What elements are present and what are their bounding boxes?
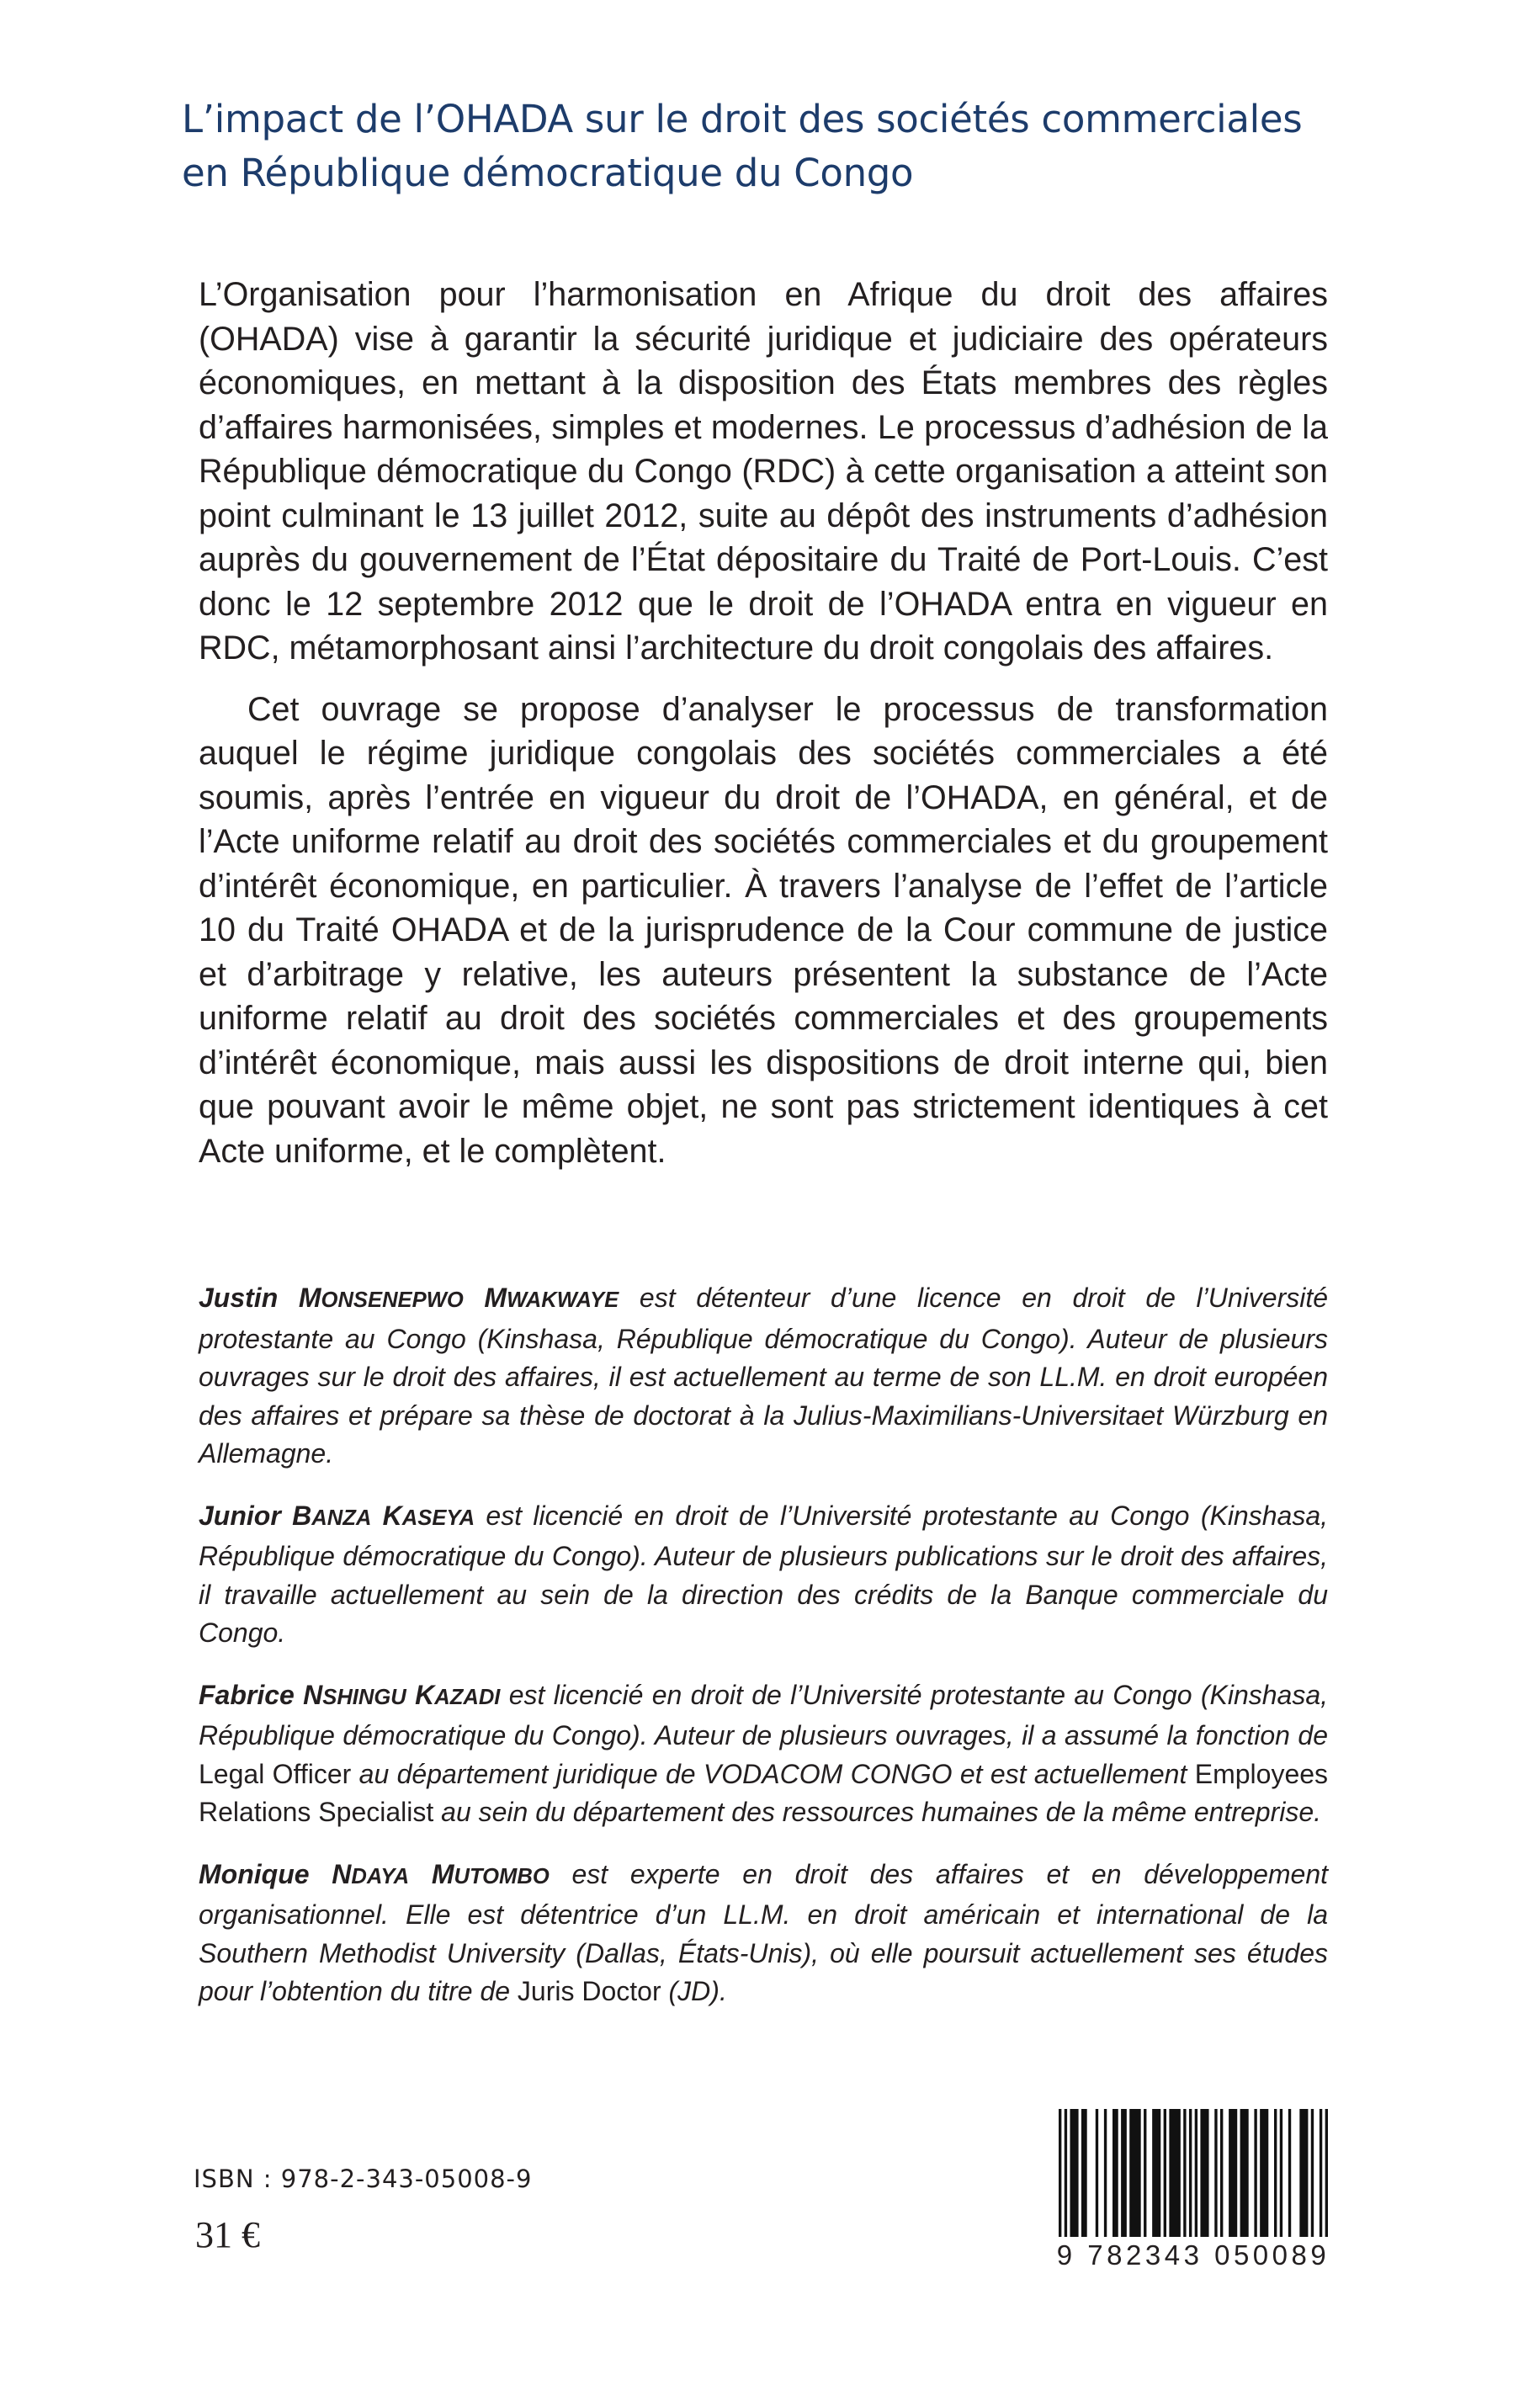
summary-paragraph-2: Cet ouvrage se propose d’analyser le processus de transformation auquel le régime juridique congolais des sociétés commerciales a été soumis, après l’entrée en vigueur du droit de l’OHADA, en général, et de l’Acte uniforme relatif au droit des sociétés commerciales et du groupement d’intérêt économique, en particulier. À travers l’analyse de l’effet de l’article 10 du Traité OHADA et de la jurisprudence de la Cour commune de justice et d’arbitrage y relative, les auteurs présentent la substance de l’Acte uniforme relatif au droit des sociétés commerciales et des groupements d’intérêt économique, mais aussi les dispositions de droit interne qui, bien que pouvant avoir le même objet, ne sont pas strictement identiques à cet Acte uniforme, et le complètent.	[199, 690, 1328, 1170]
book-title	[182, 93, 1377, 200]
barcode-bar	[1280, 2109, 1282, 2237]
barcode-bar	[1320, 2109, 1322, 2252]
author-name: Junior BANZA KASEYA	[199, 1500, 475, 1531]
barcode-bar	[1311, 2109, 1314, 2237]
barcode-bar	[1254, 2109, 1256, 2237]
barcode-bar	[1104, 2109, 1107, 2237]
author-name: Monique NDAYA MUTOMBO	[199, 1858, 550, 1889]
author-bio-text: est détenteur d’une licence en droit de l’Université protestante au Congo (Kinshasa, République démocratique du Congo). Auteur de plusieurs ouvrages sur le droit des affaires, il est actuellement au terme de son LL.M. en droit européen des affaires et prépare sa thèse de doctorat à la Julius-Maximilians-Universitaet Würzburg en Allemagne.	[199, 1283, 1329, 1469]
summary-paragraph-1: L’Organisation pour l’harmonisation en Afrique du droit des affaires (OHADA) vise à garantir la sécurité juridique et judiciaire des opérateurs économiques, en mettant à la disposition des États membres des règles d’affaires harmonisées, simples et modernes. Le processus d’adhésion de la République démocratique du Congo (RDC) à cette organisation a atteint son point culminant le 13 juillet 2012, suite au dépôt des instruments d’adhésion auprès du gouvernement de l’État dépositaire du Traité de Port-Louis. C’est donc le 12 septembre 2012 que le droit de l’OHADA entra en vigueur en RDC, métamorphosant ainsi l’architecture du droit congolais des affaires.	[199, 276, 1328, 667]
barcode-bar	[1325, 2109, 1328, 2252]
barcode-bar	[1189, 2109, 1192, 2252]
author-bio-monique: Monique NDAYA MUTOMBO est experte en droit des affaires et en développement organisationnel. Elle est détentrice d’un LL.M. en droit américain et international de la Southern Methodist University (Dallas, États-Unis), où elle poursuit actuellement ses études pour l’obtention du titre de Juris Doctor (JD).	[199, 1858, 1329, 2006]
book-summary	[199, 273, 1328, 1173]
barcode-bar	[1195, 2109, 1197, 2252]
barcode-number: 9 782343 050089	[1050, 2237, 1336, 2274]
barcode-bar	[1121, 2109, 1127, 2237]
barcode-bar	[1220, 2109, 1223, 2237]
barcode-bar	[1274, 2109, 1277, 2237]
barcode-bar	[1096, 2109, 1098, 2237]
isbn-label: ISBN : 978-2-343-05008-9	[194, 2165, 533, 2193]
title-line-1: L’impact de l’OHADA sur le droit des sociétés commerciales	[182, 97, 1303, 141]
title-line-2: en République démocratique du Congo	[182, 151, 914, 195]
price-label: 31 €	[195, 2214, 260, 2255]
author-bio-justin	[199, 1279, 1328, 1474]
barcode-bar	[1229, 2109, 1237, 2237]
barcode-bar	[1081, 2109, 1087, 2237]
barcode-bar	[1070, 2109, 1078, 2237]
barcode-bar	[1299, 2109, 1308, 2237]
barcode-bar	[1144, 2109, 1146, 2237]
barcode-bar	[1129, 2109, 1140, 2237]
barcode-bar	[1164, 2109, 1166, 2237]
author-biographies	[199, 1279, 1328, 2035]
barcode-bar	[1240, 2109, 1249, 2237]
author-name: Fabrice NSHINGU KAZADI	[199, 1679, 501, 1710]
barcode-bar	[1200, 2109, 1208, 2237]
barcode-bar	[1214, 2109, 1217, 2237]
barcode-bar	[1059, 2109, 1061, 2252]
barcode-bar	[1288, 2109, 1291, 2237]
author-bio-junior	[199, 1497, 1328, 1653]
barcode-bar	[1183, 2109, 1186, 2237]
author-bio-text: est licencié en droit de l’Université protestante au Congo (Kinshasa, République démocratique du Congo). Auteur de plusieurs publications sur le droit des affaires, il travaille actuellement au sein de la direction des crédits de la Banque commerciale du Congo.	[199, 1500, 1329, 1648]
barcode-bar	[1260, 2109, 1268, 2237]
author-bio-fabrice: Fabrice NSHINGU KAZADI est licencié en droit de l’Université protestante au Congo (Kinshasa, République démocratique du Congo). Auteur de plusieurs ouvrages, il a assumé la fonction de Legal Officer au département juridique de VODACOM CONGO et est actuellement Employees Relations Specialist au sein du département des ressources humaines de la même entreprise.	[199, 1679, 1329, 1827]
barcode-bar	[1065, 2109, 1067, 2252]
author-name: Justin MONSENEPWO MWAKWAYE	[199, 1283, 619, 1313]
isbn-barcode	[1050, 2109, 1336, 2274]
barcode-bar	[1169, 2109, 1180, 2237]
barcode-bar	[1113, 2109, 1118, 2237]
barcode-bar	[1152, 2109, 1160, 2237]
